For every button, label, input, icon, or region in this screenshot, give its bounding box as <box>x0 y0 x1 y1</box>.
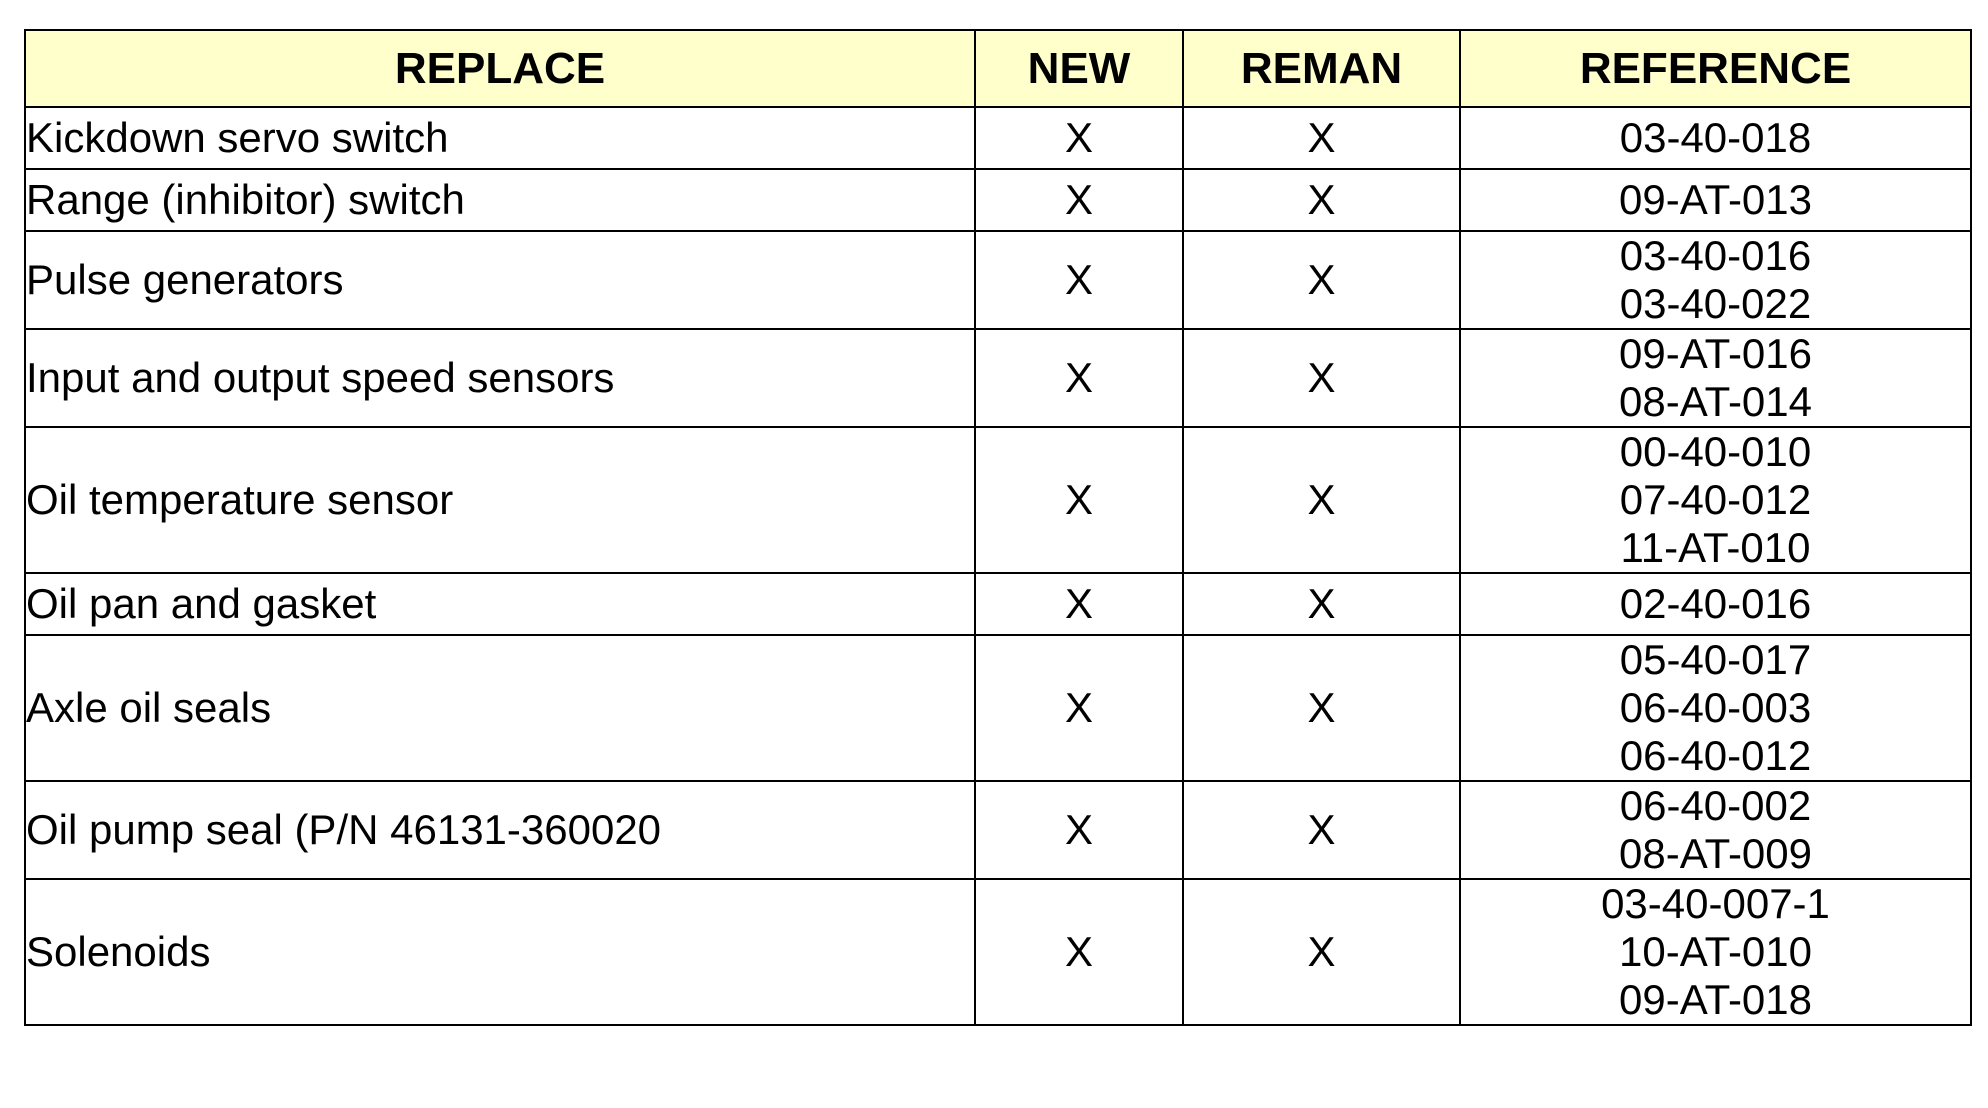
table-row <box>25 107 1971 169</box>
new-mark: X <box>975 107 1183 169</box>
reference-cell <box>1460 573 1971 635</box>
new-mark: X <box>975 169 1183 231</box>
reman-mark: X <box>1183 781 1460 879</box>
new-mark: X <box>975 635 1183 781</box>
new-mark: X <box>975 427 1183 573</box>
reference-cell <box>1460 781 1971 879</box>
reference-code: 07-40-012 <box>1619 476 1812 523</box>
replace-item: Oil pump seal (P/N 46131-360020 <box>25 781 975 879</box>
replace-item: Range (inhibitor) switch <box>25 169 975 231</box>
table-row <box>25 427 1971 573</box>
reference-code: 06-40-012 <box>1619 732 1812 779</box>
reman-mark: X <box>1183 427 1460 573</box>
header-new: NEW <box>975 30 1183 107</box>
reference-code: 08-AT-014 <box>1619 378 1812 425</box>
replace-item: Axle oil seals <box>25 635 975 781</box>
reference-cell <box>1460 879 1971 1025</box>
new-mark: X <box>975 879 1183 1025</box>
reference-cell <box>1460 635 1971 781</box>
reference-code: 10-AT-010 <box>1619 928 1812 975</box>
reman-mark: X <box>1183 635 1460 781</box>
reman-mark: X <box>1183 879 1460 1025</box>
table-row <box>25 635 1971 781</box>
table-row <box>25 231 1971 329</box>
new-mark: X <box>975 329 1183 427</box>
replace-item: Solenoids <box>25 879 975 1025</box>
reman-mark: X <box>1183 573 1460 635</box>
replace-item: Kickdown servo switch <box>25 107 975 169</box>
header-reman: REMAN <box>1183 30 1460 107</box>
replace-item: Oil pan and gasket <box>25 573 975 635</box>
reference-code: 00-40-010 <box>1619 428 1812 475</box>
reference-cell <box>1460 427 1971 573</box>
reference-code: 06-40-002 <box>1619 782 1812 829</box>
header-replace: REPLACE <box>25 30 975 107</box>
reference-code: 08-AT-009 <box>1619 830 1812 877</box>
new-mark: X <box>975 781 1183 879</box>
new-mark: X <box>975 231 1183 329</box>
table-row <box>25 329 1971 427</box>
table-body <box>25 107 1971 1025</box>
reference-code: 09-AT-016 <box>1619 330 1812 377</box>
reference-code: 02-40-016 <box>1619 580 1812 627</box>
header-row <box>25 30 1971 107</box>
reference-cell <box>1460 329 1971 427</box>
replace-item: Input and output speed sensors <box>25 329 975 427</box>
reman-mark: X <box>1183 169 1460 231</box>
header-reference: REFERENCE <box>1460 30 1971 107</box>
reference-code: 03-40-007-1 <box>1601 880 1830 927</box>
replace-item: Oil temperature sensor <box>25 427 975 573</box>
reference-code: 11-AT-010 <box>1620 524 1811 571</box>
table-row <box>25 879 1971 1025</box>
reman-mark: X <box>1183 329 1460 427</box>
reference-cell <box>1460 107 1971 169</box>
new-mark: X <box>975 573 1183 635</box>
replace-item: Pulse generators <box>25 231 975 329</box>
reman-mark: X <box>1183 107 1460 169</box>
table-row <box>25 781 1971 879</box>
table-row <box>25 573 1971 635</box>
reference-code: 09-AT-013 <box>1619 176 1812 223</box>
parts-replacement-table <box>24 29 1972 1026</box>
reference-cell <box>1460 169 1971 231</box>
reference-code: 03-40-018 <box>1619 114 1812 161</box>
reference-code: 05-40-017 <box>1619 636 1812 683</box>
reference-code: 06-40-003 <box>1619 684 1812 731</box>
reference-cell <box>1460 231 1971 329</box>
table-row <box>25 169 1971 231</box>
reference-code: 03-40-016 <box>1619 232 1812 279</box>
reference-code: 09-AT-018 <box>1619 976 1812 1023</box>
reman-mark: X <box>1183 231 1460 329</box>
reference-code: 03-40-022 <box>1619 280 1812 327</box>
